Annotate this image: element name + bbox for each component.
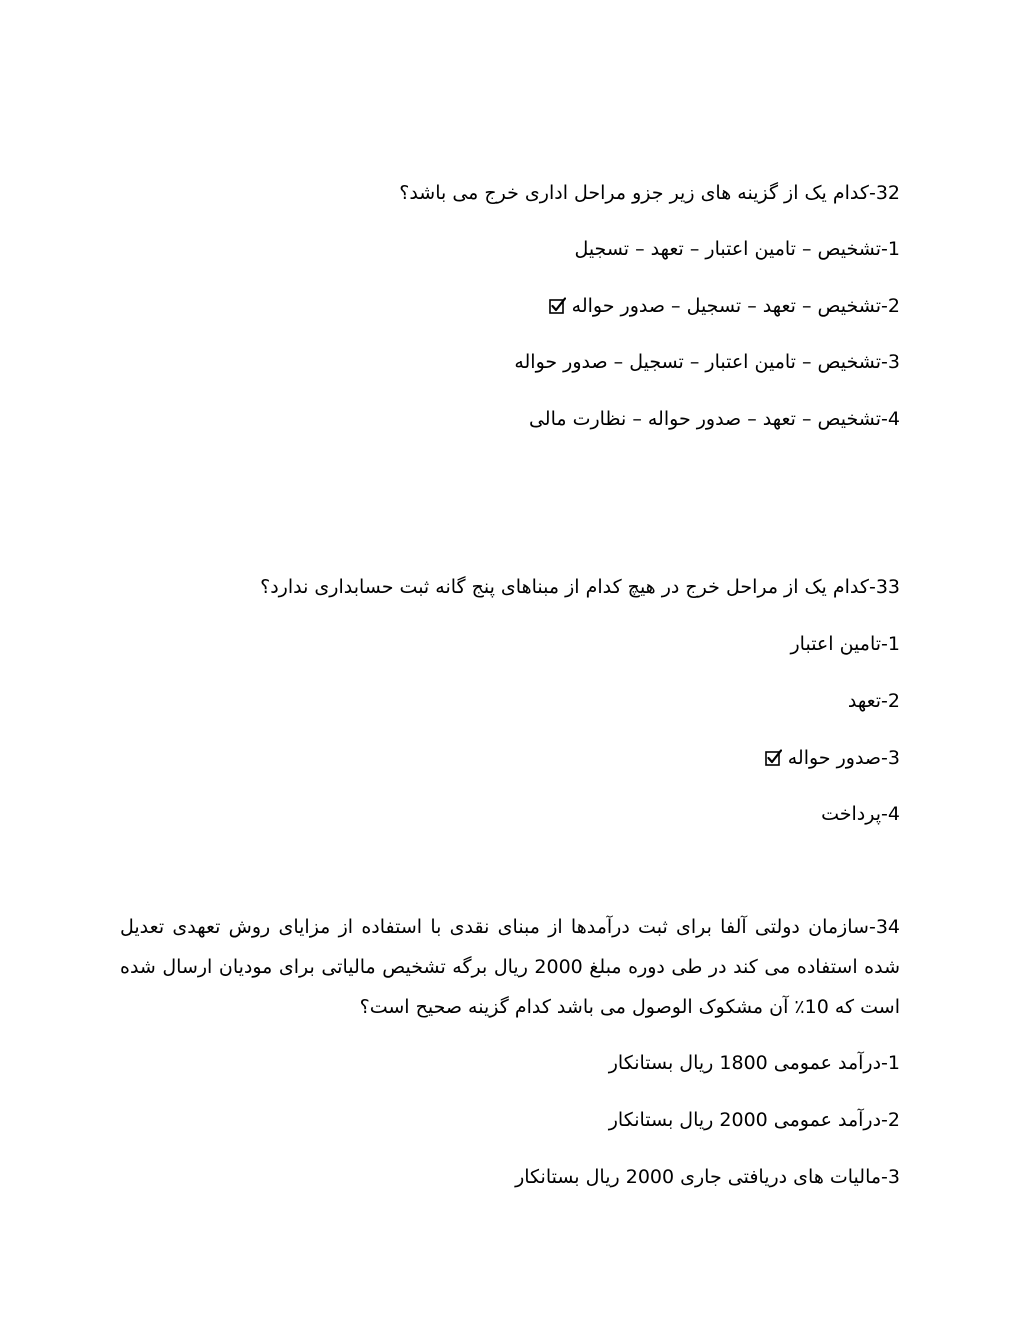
question-34-option-2: 2-درآمد عمومی 2000 ریال بستانکار	[608, 1109, 900, 1131]
question-34-text: 34-سازمان دولتی آلفا برای ثبت درآمدها از مبنای نقدی با استفاده از مزایای روش تعهدی تعدیل شده استفاده می کند در طی دوره مبلغ 2000 ریال برگه تشخیص مالیاتی برای مودیان ارسال شده است که 10٪ آن مشکوک الوصول می باشد کدام گزینه صحیح است؟	[120, 916, 900, 1018]
question-33-option-3	[765, 746, 900, 770]
question-33-option-1: 1-تامین اعتبار	[790, 633, 900, 655]
question-33-option-2: 2-تعهد	[847, 690, 900, 712]
question-32-option-1: 1-تشخیص – تامین اعتبار – تعهد – تسجیل	[574, 238, 900, 260]
option-label: 2-تشخیص – تعهد – تسجیل – صدور حواله	[571, 295, 900, 317]
question-32-text: 32-کدام یک از گزینه های زیر جزو مراحل اداری خرج می باشد؟	[399, 182, 900, 204]
checked-box-icon	[765, 749, 782, 766]
question-34-option-1: 1-درآمد عمومی 1800 ریال بستانکار	[608, 1052, 900, 1074]
question-34-option-3: 3-مالیات های دریافتی جاری 2000 ریال بستانکار	[515, 1166, 900, 1188]
question-33-text: 33-کدام یک از مراحل خرج در هیچ کدام از مبناهای پنج گانه ثبت حسابداری ندارد؟	[260, 576, 900, 598]
question-32-option-2	[549, 294, 900, 318]
question-33-option-4: 4-پرداخت	[821, 803, 900, 825]
option-label: 3-صدور حواله	[787, 747, 900, 769]
question-32-option-3: 3-تشخیص – تامین اعتبار – تسجیل – صدور حواله	[514, 351, 900, 373]
question-32-option-4: 4-تشخیص – تعهد – صدور حواله – نظارت مالی	[528, 408, 900, 430]
checked-box-icon	[549, 297, 566, 314]
